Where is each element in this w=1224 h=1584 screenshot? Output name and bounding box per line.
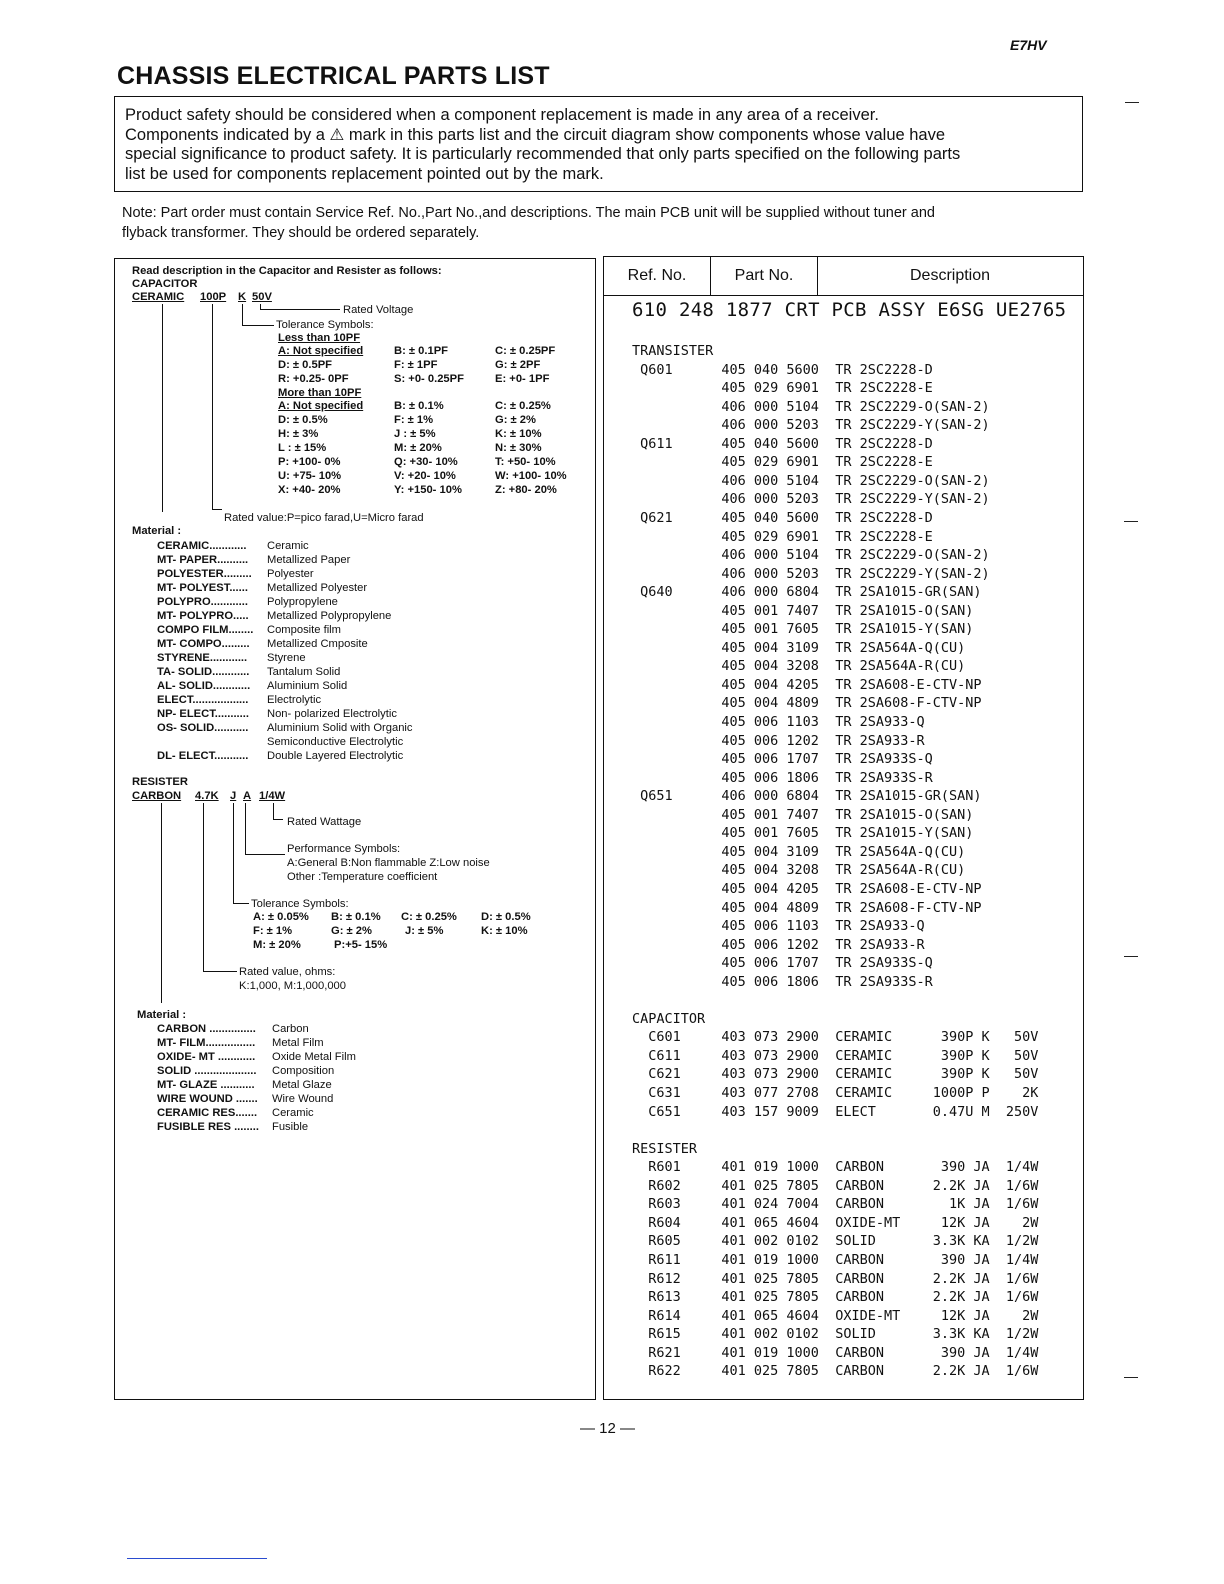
cap-material-code: AL- SOLID............ xyxy=(157,680,251,692)
cap-material-name: Composite film xyxy=(267,624,341,636)
table-row: 406 000 5104 TR 2SC2229-O(SAN-2) xyxy=(632,547,990,564)
table-row: 405 004 3208 TR 2SA564A-R(CU) xyxy=(632,658,966,675)
header-divider xyxy=(604,295,1083,296)
capacitor-heading: CAPACITOR xyxy=(132,278,198,290)
table-row: R602 401 025 7805 CARBON 2.2K JA 1/6W xyxy=(632,1177,1039,1194)
cap-material-code: OS- SOLID........... xyxy=(157,722,249,734)
table-row: 405 029 6901 TR 2SC2228-E xyxy=(632,380,933,397)
table-row: R605 401 002 0102 SOLID 3.3K KA 1/2W xyxy=(632,1233,1039,1250)
table-row: 405 004 4205 TR 2SA608-E-CTV-NP xyxy=(632,676,982,693)
table-row: CAPACITOR xyxy=(632,1010,706,1027)
res-example-value: 4.7K xyxy=(195,790,219,802)
table-row: Q601 405 040 5600 TR 2SC2228-D xyxy=(632,361,933,378)
cap-material-name: Non- polarized Electrolytic xyxy=(267,708,397,720)
table-row: TRANSISTER xyxy=(632,343,714,359)
order-note xyxy=(122,204,1080,243)
rated-wattage-label: Rated Wattage xyxy=(287,816,362,828)
res-tol-cell: D: ± 0.5% xyxy=(481,911,531,923)
cap-material-code: COMPO FILM........ xyxy=(157,624,254,636)
table-row: 405 006 1806 TR 2SA933S-R xyxy=(632,973,933,990)
table-row: R611 401 019 1000 CARBON 390 JA 1/4W xyxy=(632,1251,1039,1268)
res-tol-cell: A: ± 0.05% xyxy=(253,911,309,923)
tree-line xyxy=(161,803,162,1003)
table-row: R614 401 065 4604 OXIDE-MT 12K JA 2W xyxy=(632,1307,1039,1324)
res-material-name: Metal Glaze xyxy=(272,1079,332,1091)
margin-mark xyxy=(1125,102,1139,103)
table-row: 406 000 5203 TR 2SC2229-Y(SAN-2) xyxy=(632,491,990,508)
res-tol-cell: J: ± 5% xyxy=(405,925,444,937)
res-material-name: Wire Wound xyxy=(272,1093,334,1105)
margin-mark xyxy=(1124,1377,1138,1378)
res-tol-cell: F: ± 1% xyxy=(253,925,293,937)
res-example-watt: 1/4W xyxy=(259,790,286,802)
table-row: C651 403 157 9009 ELECT 0.47U M 250V xyxy=(632,1103,1039,1120)
res-example-material: CARBON xyxy=(132,790,182,802)
tree-line xyxy=(203,971,237,972)
table-row: 405 006 1202 TR 2SA933-R xyxy=(632,936,925,953)
bottom-rule xyxy=(127,1558,267,1559)
cap-material-name: Metallized Paper xyxy=(267,554,351,566)
tree-line xyxy=(212,509,222,510)
safety-line: special significance to product safety. It is particularly recommended that only parts specified on the following parts xyxy=(125,145,961,163)
tol-cell: D: ± 0.5% xyxy=(278,414,328,426)
res-material-code: MT- FILM................ xyxy=(157,1037,256,1049)
margin-mark xyxy=(1124,521,1138,522)
cap-material-code: CERAMIC............ xyxy=(157,540,247,552)
tol-cell: N: ± 30% xyxy=(495,442,542,454)
table-row: Q651 406 000 6804 TR 2SA1015-GR(SAN) xyxy=(632,788,982,805)
tol-cell: U: +75- 10% xyxy=(278,470,342,482)
res-tol-cell: C: ± 0.25% xyxy=(401,911,457,923)
table-row: R621 401 019 1000 CARBON 390 JA 1/4W xyxy=(632,1344,1039,1361)
tol-cell: L : ± 15% xyxy=(278,442,327,454)
table-row: R603 401 024 7004 CARBON 1K JA 1/6W xyxy=(632,1196,1039,1213)
cap-material-name: Aluminium Solid with Organic xyxy=(267,722,413,734)
tol-cell: F: ± 1% xyxy=(394,414,434,426)
safety-line: list be used for components replacement pointed out by the mark. xyxy=(125,164,604,183)
tol-cell: C: ± 0.25% xyxy=(495,400,551,412)
table-row: 405 006 1707 TR 2SA933S-Q xyxy=(632,751,933,768)
cap-material-name: Polypropylene xyxy=(267,596,338,608)
res-tol-cell: M: ± 20% xyxy=(253,939,301,951)
res-tol-cell: K: ± 10% xyxy=(481,925,528,937)
tree-line xyxy=(203,803,204,971)
cap-example-value: 100P xyxy=(200,291,227,303)
tol-cell: A: Not specified xyxy=(278,400,364,412)
tol-cell: P: +100- 0% xyxy=(278,456,341,468)
tol-cell: A: Not specified xyxy=(278,345,364,357)
safety-line: Components indicated by a ⚠ mark in this parts list and the circuit diagram show components whose value have xyxy=(125,125,946,144)
pcb-assembly-line: 610 248 1877 CRT PCB ASSY E6SG UE2765 xyxy=(632,299,1067,321)
margin-mark xyxy=(1124,956,1138,957)
parts-table xyxy=(603,256,1084,1400)
res-material-name: Carbon xyxy=(272,1023,309,1035)
cap-material-name: Electrolytic xyxy=(267,694,322,706)
cap-material-name: Double Layered Electrolytic xyxy=(267,750,404,762)
tol-cell: T: +50- 10% xyxy=(495,456,556,468)
safety-notice-box xyxy=(114,96,1083,192)
table-row: R601 401 019 1000 CARBON 390 JA 1/4W xyxy=(632,1159,1039,1176)
table-row: 405 004 4205 TR 2SA608-E-CTV-NP xyxy=(632,880,982,897)
table-row: Q621 405 040 5600 TR 2SC2228-D xyxy=(632,509,933,526)
model-code: E7HV xyxy=(1010,37,1047,53)
res-material-code: OXIDE- MT ............ xyxy=(157,1051,256,1063)
res-tol-cell: B: ± 0.1% xyxy=(331,911,381,923)
tol-cell: H: ± 3% xyxy=(278,428,319,440)
tol-cell: K: ± 10% xyxy=(495,428,542,440)
cap-material-code: ELECT.................. xyxy=(157,694,249,706)
tree-line xyxy=(233,803,234,903)
tree-line xyxy=(260,309,340,310)
tree-line xyxy=(242,304,243,325)
tree-line xyxy=(273,803,274,819)
table-row: 405 006 1707 TR 2SA933S-Q xyxy=(632,955,933,972)
rated-value-ohm-label: Rated value, ohms: xyxy=(239,966,336,978)
safety-line: Product safety should be considered when a component replacement is made in any area of a receiver. xyxy=(125,106,879,124)
table-row: C601 403 073 2900 CERAMIC 390P K 50V xyxy=(632,1029,1039,1046)
tol-cell: M: ± 20% xyxy=(394,442,442,454)
cap-example-volt: 50V xyxy=(252,291,272,303)
cap-material-code: DL- ELECT........... xyxy=(157,750,249,762)
res-material-code: SOLID .................... xyxy=(157,1065,257,1077)
res-tol-cell: G: ± 2% xyxy=(331,925,372,937)
table-row: 405 001 7605 TR 2SA1015-Y(SAN) xyxy=(632,825,974,842)
performance-line: A:General B:Non flammable Z:Low noise xyxy=(287,857,490,869)
tol-cell: G: ± 2% xyxy=(495,414,536,426)
cap-material-code: STYRENE............ xyxy=(157,652,248,664)
cap-example-material: CERAMIC xyxy=(132,291,185,303)
cap-material-name: Tantalum Solid xyxy=(267,666,341,678)
res-material-code: FUSIBLE RES ........ xyxy=(157,1121,259,1133)
tol-cell: B: ± 0.1PF xyxy=(394,345,449,357)
cap-material-name: Metallized Polyester xyxy=(267,582,368,594)
table-row: 405 006 1103 TR 2SA933-Q xyxy=(632,918,925,935)
table-row: Q640 406 000 6804 TR 2SA1015-GR(SAN) xyxy=(632,584,982,601)
table-row: C611 403 073 2900 CERAMIC 390P K 50V xyxy=(632,1047,1039,1064)
tol-cell: W: +100- 10% xyxy=(495,470,567,482)
table-row: 406 000 5104 TR 2SC2229-O(SAN-2) xyxy=(632,472,990,489)
res-material-heading: Material : xyxy=(137,1009,187,1021)
cap-material-name: Styrene xyxy=(267,652,306,664)
table-row: R612 401 025 7805 CARBON 2.2K JA 1/6W xyxy=(632,1270,1039,1287)
tree-line xyxy=(273,819,283,820)
tol-cell: E: +0- 1PF xyxy=(495,373,550,385)
performance-symbols-label: Performance Symbols: xyxy=(287,843,401,855)
table-row: 405 001 7407 TR 2SA1015-O(SAN) xyxy=(632,602,974,619)
res-material-name: Fusible xyxy=(272,1121,309,1133)
res-material-code: CARBON ............... xyxy=(157,1023,256,1035)
note-line: flyback transformer. They should be ordered separately. xyxy=(122,224,480,241)
table-row: 405 006 1202 TR 2SA933-R xyxy=(632,732,925,749)
material-heading: Material : xyxy=(132,525,182,537)
less-than-label: Less than 10PF xyxy=(278,332,361,344)
cap-example-tol: K xyxy=(238,291,247,303)
table-row: 405 029 6901 TR 2SC2228-E xyxy=(632,454,933,471)
res-tolerance-label: Tolerance Symbols: xyxy=(251,898,349,910)
col-header-description: Description xyxy=(909,267,991,284)
table-row: 405 006 1103 TR 2SA933-Q xyxy=(632,714,925,730)
table-row: C621 403 073 2900 CERAMIC 390P K 50V xyxy=(632,1066,1039,1083)
tree-line xyxy=(233,903,249,904)
cap-material-code: MT- PAPER.......... xyxy=(157,554,249,566)
page-number: — 12 — xyxy=(580,1420,636,1437)
col-header-ref: Ref. No. xyxy=(604,257,711,295)
tol-cell: G: ± 2PF xyxy=(495,359,541,371)
resister-heading: RESISTER xyxy=(132,776,188,788)
table-row: R615 401 002 0102 SOLID 3.3K KA 1/2W xyxy=(632,1326,1039,1343)
table-row: 405 004 3109 TR 2SA564A-Q(CU) xyxy=(632,639,966,656)
tol-cell: J : ± 5% xyxy=(394,428,436,440)
res-material-name: Composition xyxy=(272,1065,335,1077)
cap-material-code: POLYESTER......... xyxy=(157,568,252,580)
table-row: 406 000 5203 TR 2SC2229-Y(SAN-2) xyxy=(632,417,990,434)
cap-material-code: MT- COMPO......... xyxy=(157,638,250,650)
table-row: R613 401 025 7805 CARBON 2.2K JA 1/6W xyxy=(632,1289,1039,1306)
table-row: 405 004 4809 TR 2SA608-F-CTV-NP xyxy=(632,899,982,916)
table-row: 405 006 1806 TR 2SA933S-R xyxy=(632,769,933,786)
tol-cell: C: ± 0.25PF xyxy=(495,345,556,357)
res-material-code: CERAMIC RES....... xyxy=(157,1107,258,1119)
table-row: R622 401 025 7805 CARBON 2.2K JA 1/6W xyxy=(632,1363,1039,1380)
res-material-code: WIRE WOUND ....... xyxy=(157,1093,258,1105)
tree-line xyxy=(245,803,246,854)
table-row: 405 001 7407 TR 2SA1015-O(SAN) xyxy=(632,806,974,823)
table-row: Q611 405 040 5600 TR 2SC2228-D xyxy=(632,435,933,452)
tol-cell: R: +0.25- 0PF xyxy=(278,373,349,385)
table-row: 406 000 5104 TR 2SC2229-O(SAN-2) xyxy=(632,398,990,415)
cap-material-code: TA- SOLID............ xyxy=(157,666,250,678)
tol-cell: Q: +30- 10% xyxy=(394,456,458,468)
legend-box xyxy=(114,258,596,1400)
res-material-name: Metal Film xyxy=(272,1037,324,1049)
tol-cell: Z: +80- 20% xyxy=(495,484,557,496)
cap-material-name: Semiconductive Electrolytic xyxy=(267,736,404,748)
performance-other: Other :Temperature coefficient xyxy=(287,871,438,883)
res-example-tol: J xyxy=(230,790,237,802)
table-row: 406 000 5203 TR 2SC2229-Y(SAN-2) xyxy=(632,565,990,582)
cap-material-name: Aluminium Solid xyxy=(267,680,348,692)
safety-notice-text xyxy=(125,106,1074,184)
tree-line xyxy=(242,325,274,326)
res-material-name: Oxide Metal Film xyxy=(272,1051,356,1063)
tol-cell: D: ± 0.5PF xyxy=(278,359,333,371)
table-row: 405 004 4809 TR 2SA608-F-CTV-NP xyxy=(632,695,982,712)
table-row: RESISTER xyxy=(632,1140,698,1157)
cap-material-code: MT- POLYEST...... xyxy=(157,582,248,594)
cap-material-name: Ceramic xyxy=(267,540,309,552)
col-header-part: Part No. xyxy=(711,257,818,295)
res-material-code: MT- GLAZE ........... xyxy=(157,1079,255,1091)
table-row: R604 401 065 4604 OXIDE-MT 12K JA 2W xyxy=(632,1214,1039,1231)
tol-cell: X: +40- 20% xyxy=(278,484,341,496)
rated-value-cap-label: Rated value:P=pico farad,U=Micro farad xyxy=(224,512,424,524)
rated-voltage-label: Rated Voltage xyxy=(343,304,414,316)
tol-cell: V: +20- 10% xyxy=(394,470,456,482)
ohm-example: K:1,000, M:1,000,000 xyxy=(239,980,346,992)
table-row: 405 004 3109 TR 2SA564A-Q(CU) xyxy=(632,843,966,860)
tree-line xyxy=(245,854,285,855)
note-line: Note: Part order must contain Service Ref. No.,Part No.,and descriptions. The main PCB unit will be supplied without tuner and xyxy=(122,205,935,221)
table-row: 405 001 7605 TR 2SA1015-Y(SAN) xyxy=(632,621,974,638)
res-example-perf: A xyxy=(243,790,252,802)
tolerance-symbols-label: Tolerance Symbols: xyxy=(276,319,374,331)
cap-material-code: MT- POLYPRO..... xyxy=(157,610,249,622)
cap-material-name: Polyester xyxy=(267,568,314,580)
tol-cell: F: ± 1PF xyxy=(394,359,438,371)
more-than-label: More than 10PF xyxy=(278,387,362,399)
tol-cell: B: ± 0.1% xyxy=(394,400,444,412)
tree-line xyxy=(212,304,213,509)
tree-line xyxy=(162,304,163,512)
table-row: C631 403 077 2708 CERAMIC 1000P P 2K xyxy=(632,1085,1039,1101)
page-title: CHASSIS ELECTRICAL PARTS LIST xyxy=(117,62,550,90)
table-row: 405 029 6901 TR 2SC2228-E xyxy=(632,528,933,545)
cap-material-name: Metallized Polypropylene xyxy=(267,610,392,622)
tol-cell: S: +0- 0.25PF xyxy=(394,373,464,385)
res-tol-cell: P:+5- 15% xyxy=(334,939,388,951)
cap-material-code: POLYPRO............ xyxy=(157,596,248,608)
legend-intro: Read description in the Capacitor and Resister as follows: xyxy=(132,265,442,277)
table-row: 405 004 3208 TR 2SA564A-R(CU) xyxy=(632,862,966,879)
res-material-name: Ceramic xyxy=(272,1107,314,1119)
tol-cell: Y: +150- 10% xyxy=(394,484,462,496)
cap-material-code: NP- ELECT........... xyxy=(157,708,249,720)
cap-material-name: Metallized Cmposite xyxy=(267,638,368,650)
